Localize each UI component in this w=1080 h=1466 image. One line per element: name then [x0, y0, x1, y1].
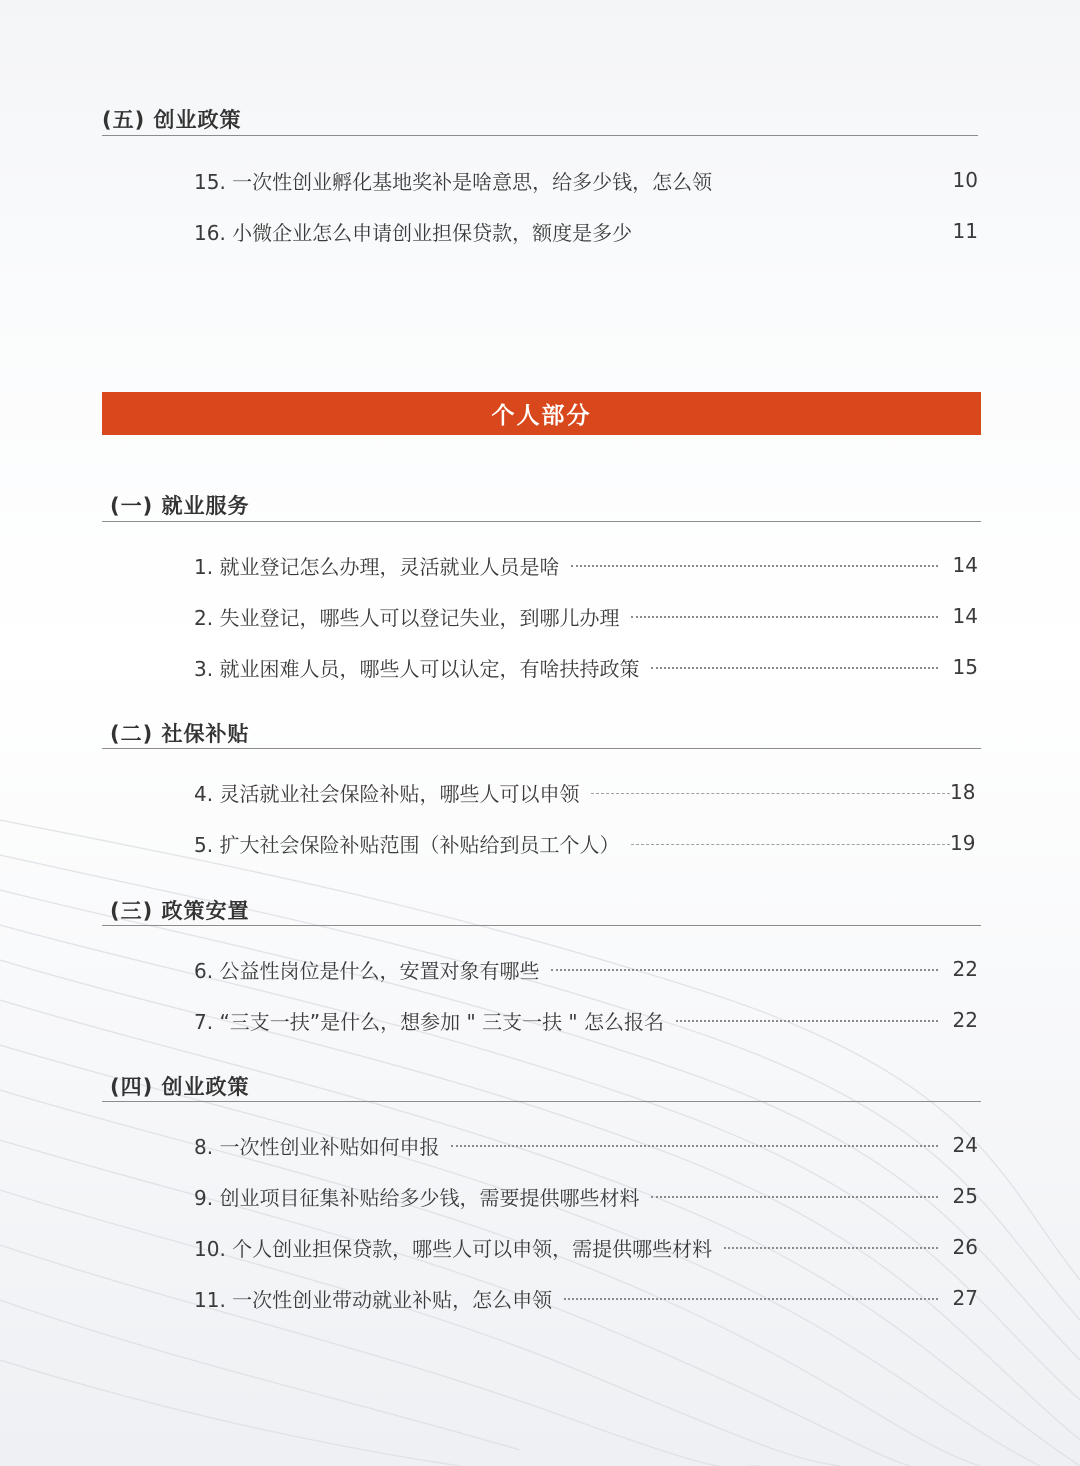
toc-entry-label: 9. 创业项目征集补贴给多少钱，需要提供哪些材料 [194, 1185, 640, 1210]
toc-entry[interactable] [194, 1283, 978, 1313]
toc-entry-page: 22 [952, 957, 978, 981]
toc-entry[interactable] [194, 165, 978, 195]
toc-entry-page: 19 [950, 831, 976, 855]
toc-entry-label: 8. 一次性创业补贴如何申报 [194, 1134, 440, 1159]
toc-leader [676, 1020, 938, 1022]
toc-leader [631, 616, 938, 618]
toc-entry-label: 5. 扩大社会保险补贴范围（补贴给到员工个人） [194, 832, 620, 857]
toc-entry[interactable] [194, 777, 978, 807]
toc-entry[interactable] [194, 1130, 978, 1160]
section-title-entrepreneurship-personal: (四) 创业政策 [110, 1075, 250, 1099]
section-rule [102, 521, 981, 522]
toc-entry-page: 14 [952, 604, 978, 628]
toc-entry-label: 3. 就业困难人员，哪些人可以认定，有啥扶持政策 [194, 656, 640, 681]
section-title-employment-services: (一) 就业服务 [110, 494, 250, 518]
toc-leader [591, 793, 950, 794]
toc-leader [571, 565, 938, 567]
section-title-policy-placement: (三) 政策安置 [110, 899, 250, 923]
toc-entry-label: 1. 就业登记怎么办理，灵活就业人员是啥 [194, 554, 560, 579]
toc-entry-label: 16. 小微企业怎么申请创业担保贷款，额度是多少 [194, 220, 633, 245]
toc-entry[interactable] [194, 1005, 978, 1035]
toc-entry[interactable] [194, 828, 978, 858]
toc-entry-label: 10. 个人创业担保贷款，哪些人可以申领，需提供哪些材料 [194, 1236, 713, 1261]
toc-entry-label: 11. 一次性创业带动就业补贴，怎么申领 [194, 1287, 553, 1312]
toc-leader [631, 844, 950, 845]
toc-entry-page: 26 [952, 1235, 978, 1259]
banner-title: 个人部分 [491, 403, 592, 429]
toc-entry[interactable] [194, 652, 978, 682]
toc-leader [564, 1298, 938, 1300]
toc-leader [724, 1247, 938, 1249]
toc-entry[interactable] [194, 550, 978, 580]
section-rule [102, 1101, 981, 1102]
toc-entry-page: 10 [952, 168, 978, 192]
toc-entry-page: 14 [952, 553, 978, 577]
toc-entry-label: 15. 一次性创业孵化基地奖补是啥意思，给多少钱，怎么领 [194, 169, 713, 194]
toc-entry[interactable] [194, 954, 978, 984]
toc-leader [451, 1145, 938, 1147]
section-title-entrepreneurship-enterprise: (五) 创业政策 [102, 108, 242, 132]
section-title-social-insurance-subsidy: (二) 社保补贴 [110, 722, 250, 746]
toc-entry[interactable] [194, 1181, 978, 1211]
toc-leader [551, 969, 938, 971]
toc-entry-page: 18 [950, 780, 976, 804]
toc-leader [651, 667, 938, 669]
toc-entry-page: 24 [952, 1133, 978, 1157]
toc-entry-label: 4. 灵活就业社会保险补贴，哪些人可以申领 [194, 781, 580, 806]
toc-entry[interactable] [194, 601, 978, 631]
toc-entry-page: 27 [952, 1286, 978, 1310]
background-wave-decoration [0, 760, 1080, 1466]
toc-entry-label: 6. 公益性岗位是什么，安置对象有哪些 [194, 958, 540, 983]
toc-entry[interactable] [194, 216, 978, 246]
toc-entry-page: 11 [952, 219, 978, 243]
section-rule [102, 135, 978, 136]
toc-entry-page: 22 [952, 1008, 978, 1032]
section-rule [102, 748, 981, 749]
toc-entry-label: 2. 失业登记，哪些人可以登记失业，到哪儿办理 [194, 605, 620, 630]
toc-entry-page: 15 [952, 655, 978, 679]
toc-entry-page: 25 [952, 1184, 978, 1208]
toc-entry[interactable] [194, 1232, 978, 1262]
toc-leader [651, 1196, 938, 1198]
toc-entry-label: 7. “三支一扶”是什么，想参加 " 三支一扶 " 怎么报名 [194, 1009, 664, 1034]
personal-section-banner [102, 392, 981, 435]
section-rule [102, 925, 981, 926]
